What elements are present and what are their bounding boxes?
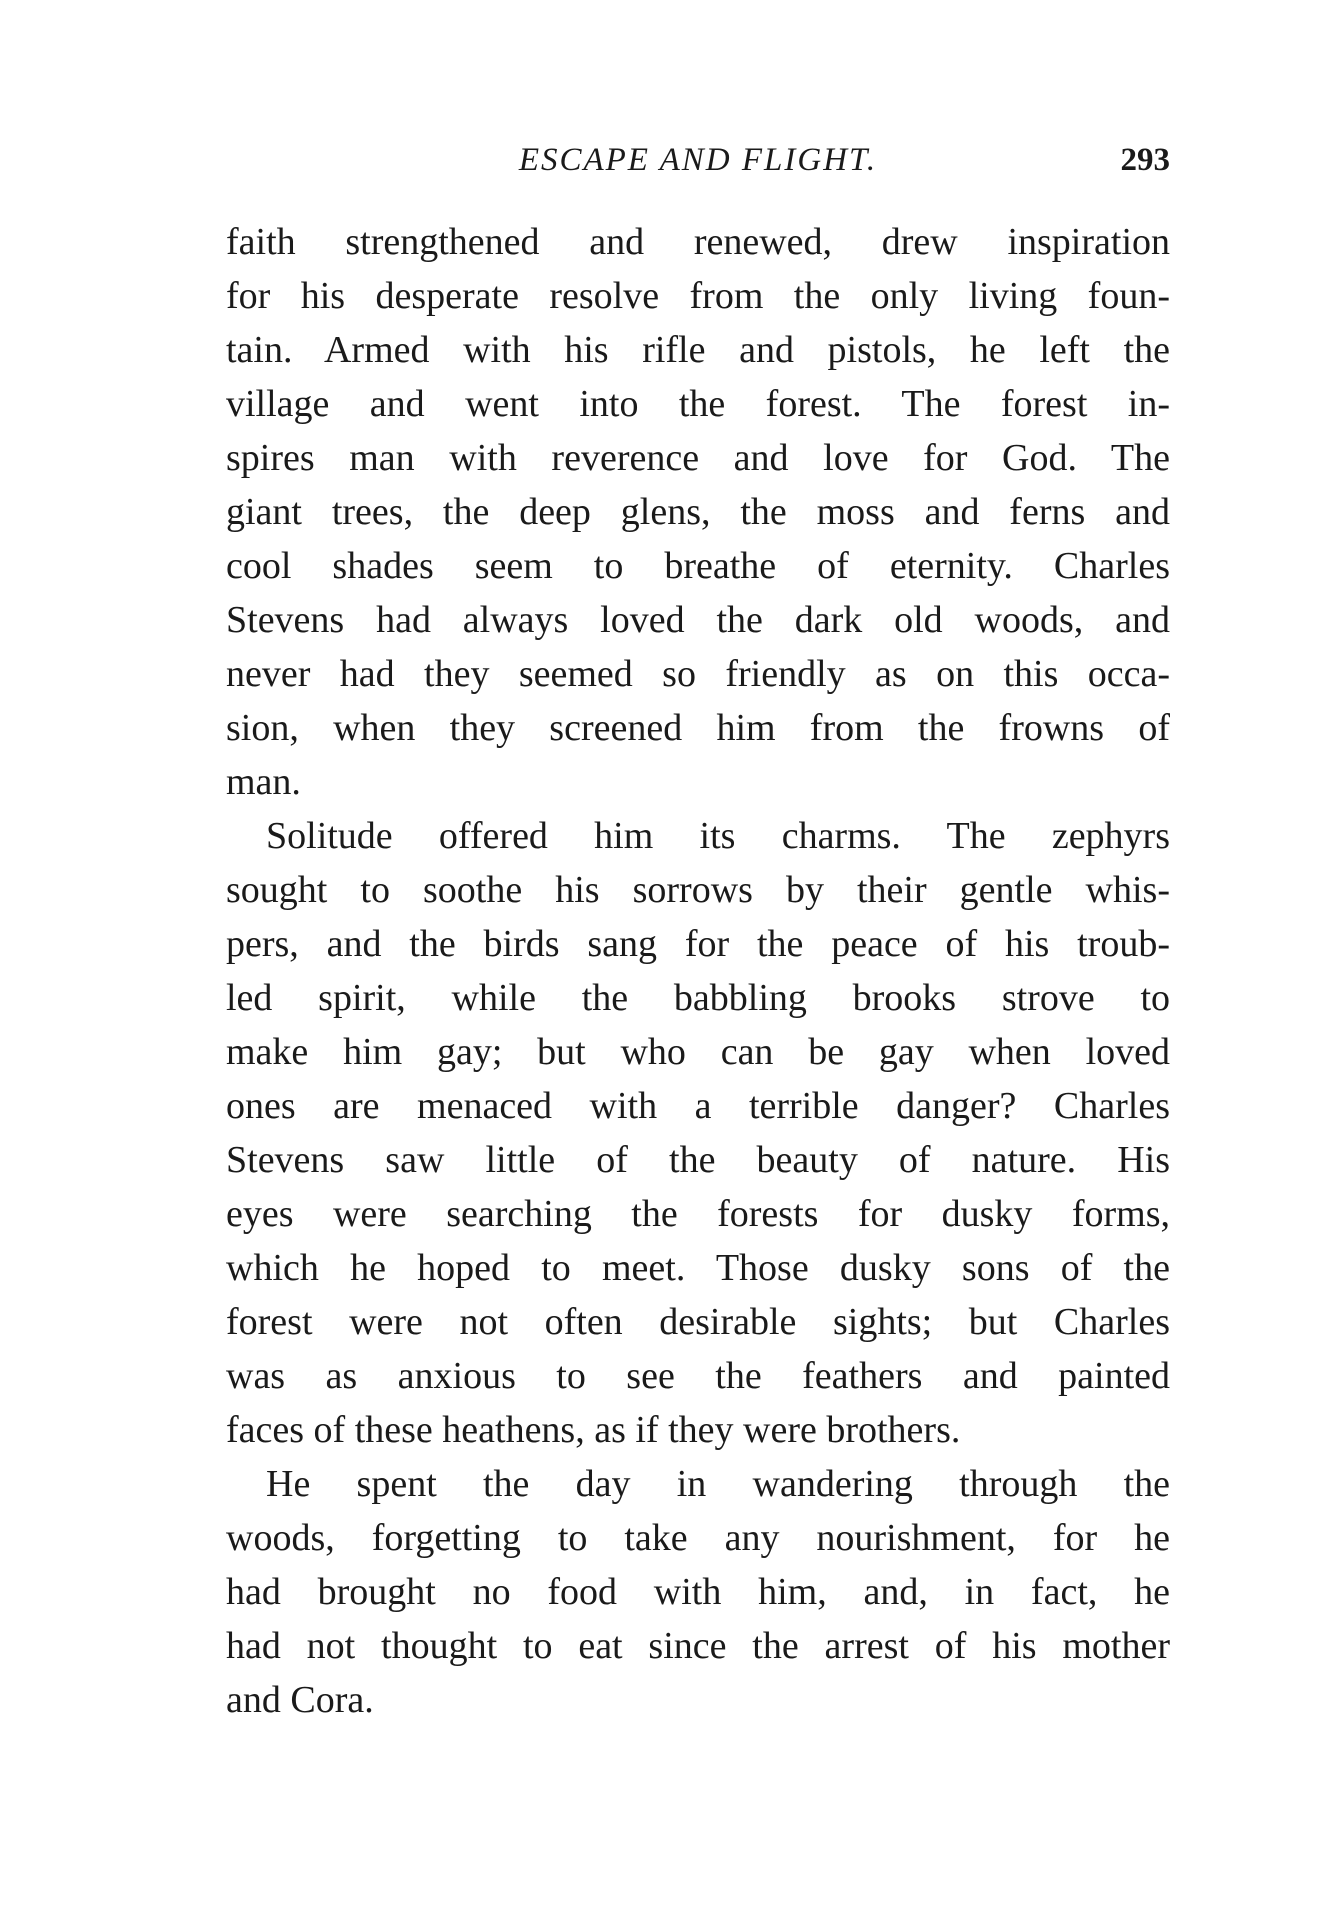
text-line: never had they seemed so friendly as on this occa- [226, 653, 1170, 695]
paragraph-3 [226, 1457, 1170, 1727]
text-line: Stevens had always loved the dark old woods, and [226, 599, 1170, 641]
text-line: He spent the day in wandering through the [266, 1463, 1170, 1505]
text-line: was as anxious to see the feathers and painted [226, 1355, 1170, 1397]
text-line: spires man with reverence and love for God. The [226, 437, 1170, 479]
text-line: and Cora. [226, 1679, 374, 1721]
text-line: forest were not often desirable sights; but Charles [226, 1301, 1170, 1343]
text-line: had brought no food with him, and, in fact, he [226, 1571, 1170, 1613]
running-title: ESCAPE AND FLIGHT. [518, 142, 878, 178]
text-line: led spirit, while the babbling brooks strove to [226, 977, 1170, 1019]
text-line: woods, forgetting to take any nourishment, for he [226, 1517, 1170, 1559]
running-head [226, 142, 1170, 190]
text-line: sought to soothe his sorrows by their gentle whis- [226, 869, 1170, 911]
text-line: make him gay; but who can be gay when loved [226, 1031, 1170, 1073]
text-line: pers, and the birds sang for the peace of his troub- [226, 923, 1170, 965]
text-line: village and went into the forest. The forest in- [226, 383, 1170, 425]
text-line: cool shades seem to breathe of eternity. Charles [226, 545, 1170, 587]
text-line: for his desperate resolve from the only living foun- [226, 275, 1170, 317]
body-text [226, 215, 1170, 1727]
text-line: had not thought to eat since the arrest of his mother [226, 1625, 1170, 1667]
text-line: tain. Armed with his rifle and pistols, he left the [226, 329, 1170, 371]
paragraph-2 [226, 809, 1170, 1457]
text-line: eyes were searching the forests for dusky forms, [226, 1193, 1170, 1235]
text-line: sion, when they screened him from the frowns of [226, 707, 1170, 749]
text-line: which he hoped to meet. Those dusky sons of the [226, 1247, 1170, 1289]
text-line: faith strengthened and renewed, drew inspiration [226, 221, 1170, 263]
paragraph-1 [226, 215, 1170, 809]
page-number: 293 [1120, 142, 1170, 178]
text-line: ones are menaced with a terrible danger? Charles [226, 1085, 1170, 1127]
text-line: faces of these heathens, as if they were brothers. [226, 1409, 961, 1451]
text-line: man. [226, 761, 301, 803]
text-line: Stevens saw little of the beauty of nature. His [226, 1139, 1170, 1181]
text-line: Solitude offered him its charms. The zephyrs [266, 815, 1170, 857]
text-line: giant trees, the deep glens, the moss and ferns and [226, 491, 1170, 533]
